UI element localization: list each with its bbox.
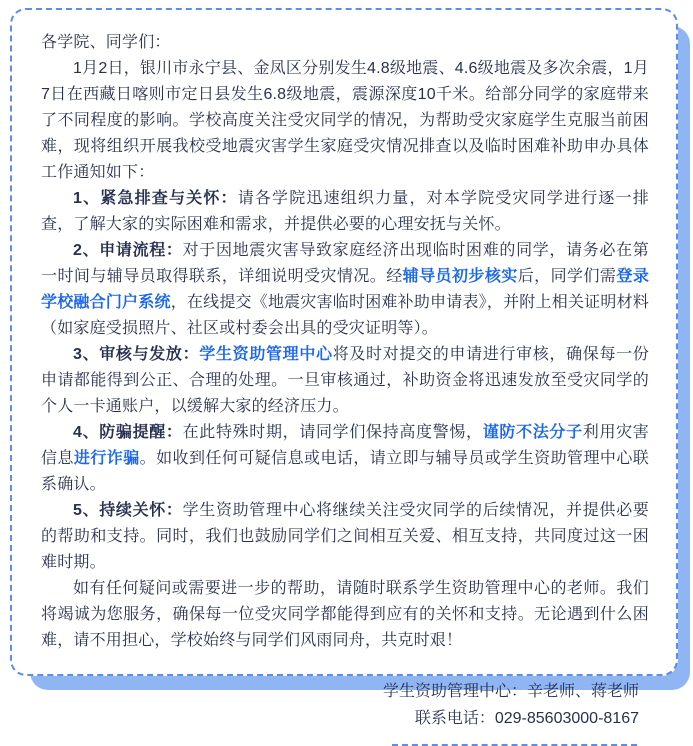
body-text: 将及时对提交的申请进行审核，确保每一份申请都能得到公正、合理的处理。一旦审核通过，补助资金将迅速发放至受灾同学的个人一卡通账户，以缓解大家的经济压力。 — [41, 346, 649, 415]
item-label: 2、申请流程： — [73, 242, 183, 259]
item-label: 1、紧急排查与关怀： — [73, 190, 238, 207]
highlight-text: 谨防不法分子 — [482, 424, 583, 441]
item-label: 5、持续关怀： — [73, 502, 183, 519]
body-text: 。如收到任何可疑信息或电话，请立即与辅导员或学生资助管理中心联系确认。 — [41, 450, 650, 493]
notice-item — [41, 186, 649, 238]
notice-item — [41, 420, 649, 498]
signature-block — [41, 678, 649, 746]
body-text: 对于因地震灾害导致家庭经济出现临时困难的同学，请务必在第一时间与辅导员取得联系，详细说明受灾情况。经 — [41, 242, 649, 285]
signature-line: 学生资助管理中心：辛老师、蒋老师 — [382, 683, 639, 700]
body-text: 在此特殊时期，请同学们保持高度警惕， — [182, 424, 483, 441]
notice-item — [41, 342, 649, 420]
body-text: 学生资助管理中心将继续关注受灾同学的后续情况，并提供必要的帮助和支持。同时，我们也鼓励同学们之间相互关爱、相互支持，共同度过这一困难时期。 — [41, 502, 649, 571]
body-text: ，在线提交《地震灾害临时困难补助申请表》，并附上相关证明材料（如家庭受损照片、社区或村委会出具的受灾证明等）。 — [41, 294, 649, 337]
item-label: 4、防骗提醒： — [73, 424, 183, 441]
closing-paragraph: 如有任何疑问或需要进一步的帮助，请随时联系学生资助管理中心的老师。我们将竭诚为您服务，确保每一位受灾同学都能得到应有的关怀和支持。无论遇到什么困难，请不用担心，学校始终与同学们风雨同舟，共克时艰！ — [41, 580, 649, 649]
notice-item — [41, 238, 649, 342]
notice-item — [41, 498, 649, 576]
highlight-text: 学生资助管理中心 — [199, 346, 333, 363]
notice-card — [10, 8, 678, 727]
highlight-text: 辅导员初步核实 — [402, 268, 518, 285]
body-text: 利用灾害信息 — [41, 424, 649, 467]
highlight-text: 登录学校融合门户系统 — [41, 268, 650, 311]
phone-line: 联系电话：029-85603000-8167 — [414, 710, 639, 727]
intro-paragraph: 1月2日，银川市永宁县、金凤区分别发生4.8级地震、4.6级地震及多次余震，1月7日在西藏日喀则市定日县发生6.8级地震，震源深度10千米。给部分同学的家庭带来了不同程度的影响。学校高度关注受灾同学的情况，为帮助受灾家庭学生克服当前困难，现将组织开展我校受地震灾害学生家庭受灾情况排查以及临时困难补助申办具体工作通知如下： — [41, 60, 649, 181]
item-label: 3、审核与发放： — [73, 346, 200, 363]
highlight-text: 进行诈骗 — [73, 450, 140, 467]
body-text: 后，同学们需 — [517, 268, 617, 285]
notice-items — [41, 186, 649, 576]
body-text: 请各学院迅速组织力量，对本学院受灾同学进行逐一排查，了解大家的实际困难和需求，并提供必要的心理安抚与关怀。 — [41, 190, 649, 233]
salutation: 各学院、同学们： — [41, 34, 171, 51]
